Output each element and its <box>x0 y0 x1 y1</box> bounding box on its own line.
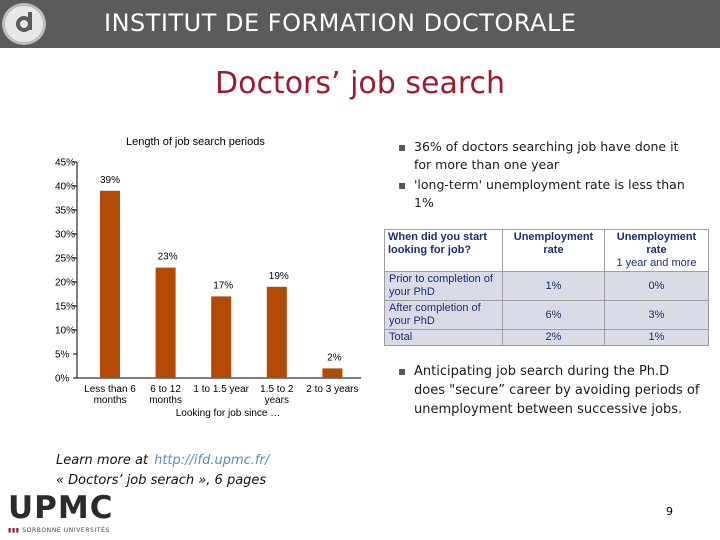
document-reference: « Doctors’ job serach », 6 pages <box>56 473 267 488</box>
y-tick-label: 45% <box>55 157 76 169</box>
table-cell: 3% <box>605 301 709 330</box>
header-bar <box>0 0 720 48</box>
data-label: 23% <box>157 251 178 263</box>
y-tick-label: 10% <box>55 325 76 337</box>
data-label: 39% <box>99 174 121 186</box>
table-cell: 2% <box>503 330 605 346</box>
table-cell: After completion of your PhD <box>385 301 503 330</box>
x-tick-label: 1.5 to 2 <box>260 384 294 395</box>
y-tick-label: 40% <box>55 181 76 193</box>
x-tick-label: years <box>264 395 290 406</box>
bullet-item: ▪ Anticipating job search during the Ph.D does "secure” career by avoiding periods of unemployment between successive jobs. <box>398 362 700 419</box>
bar <box>322 368 342 378</box>
y-tick-label: 0% <box>55 373 70 385</box>
x-tick-label: Less than 6 <box>84 384 136 395</box>
data-label: 19% <box>268 270 289 282</box>
table-cell: 0% <box>605 272 709 301</box>
x-tick-label: 2 to 3 years <box>306 384 359 395</box>
ifd-logo-icon <box>2 3 46 45</box>
bullet-item: ▪ 'long-term' unemployment rate is less than 1% <box>398 176 698 212</box>
unemployment-table <box>384 229 709 346</box>
learn-more-link[interactable]: http://ifd.upmc.fr/ <box>154 453 270 468</box>
table-cell: 1% <box>605 330 709 346</box>
bullets-bottom <box>398 362 700 421</box>
y-tick-label: 15% <box>55 301 76 313</box>
table-header: When did you start looking for job? <box>385 230 503 272</box>
table-cell: 6% <box>503 301 605 330</box>
table-cell: Total <box>385 330 503 346</box>
upmc-logo-subtitle: ▮▮▮ SORBONNE UNIVERSITÉS <box>8 527 110 534</box>
y-tick-label: 5% <box>55 349 70 361</box>
bar <box>100 191 120 378</box>
bullets-top <box>398 138 698 214</box>
x-tick-label: 1 to 1.5 year <box>193 384 249 395</box>
x-tick-label: 6 to 12 <box>150 384 181 395</box>
x-tick-label: months <box>149 395 182 406</box>
y-tick-label: 20% <box>55 277 76 289</box>
bar <box>267 287 287 378</box>
upmc-logo <box>8 490 118 536</box>
data-label: 2% <box>327 352 342 364</box>
header-title: INSTITUT DE FORMATION DOCTORALE <box>104 9 577 37</box>
x-axis-title: Looking for job since … <box>175 408 281 419</box>
y-tick-label: 35% <box>55 205 76 217</box>
bar-chart <box>0 150 380 430</box>
table-header: Unemployment rate 1 year and more <box>605 230 709 272</box>
x-tick-label: months <box>93 395 127 406</box>
slide-title: Doctors’ job search <box>214 66 506 101</box>
upmc-logo-text: UPMC <box>8 490 114 526</box>
learn-more-label: Learn more at <box>56 453 149 468</box>
bar <box>211 296 231 378</box>
table-cell: Prior to completion of your PhD <box>385 272 503 301</box>
chart-title: Length of job search periods <box>126 136 265 148</box>
y-tick-label: 25% <box>55 253 76 265</box>
table-row <box>385 301 709 330</box>
table-cell: 1% <box>503 272 605 301</box>
page-number: 9 <box>666 505 673 518</box>
table-header-row <box>385 230 709 272</box>
y-tick-label: 30% <box>55 229 76 241</box>
bullet-item: ▪ 36% of doctors searching job have done it for more than one year <box>398 138 698 174</box>
data-label: 17% <box>213 280 234 292</box>
table-row <box>385 330 709 346</box>
bar <box>156 268 176 378</box>
table-row <box>385 272 709 301</box>
learn-more <box>56 451 269 491</box>
table-header: Unemployment rate <box>503 230 605 272</box>
